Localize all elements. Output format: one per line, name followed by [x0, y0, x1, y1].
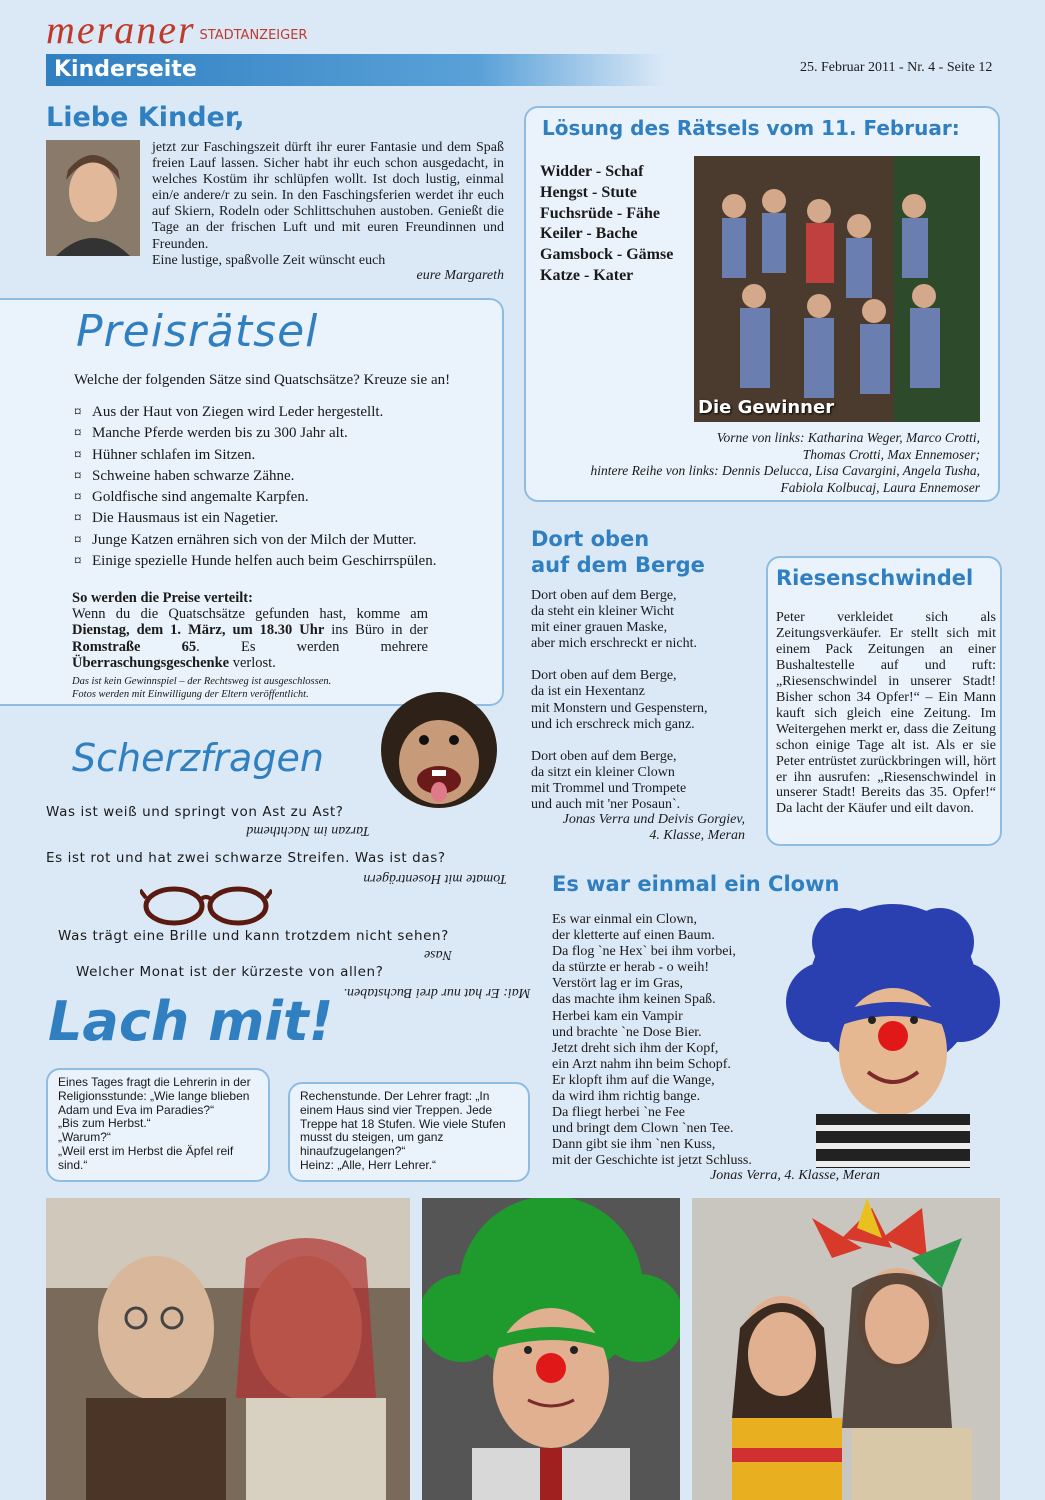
bullet-icon: ¤ [74, 446, 82, 463]
prize-gifts: Überraschungsgeschenke [72, 654, 230, 671]
disclaimer-line: Das ist kein Gewinnspiel – der Rechtsweg ist ausgeschlossen. [72, 676, 332, 687]
poem-line: da wird ihm richtig bange. [552, 1089, 701, 1105]
winners-photo [694, 156, 980, 422]
poem1-title-line: Dort oben [531, 527, 650, 551]
poem-line: Dann gibt sie ihm `nen Kuss, [552, 1137, 716, 1153]
prize-text: verlost. [229, 654, 276, 671]
poem-line: und bringt dem Clown `nen Tee. [552, 1121, 734, 1137]
chimp-image [372, 688, 506, 812]
intro-closing: Eine lustige, spaßvolle Zeit wünscht euch [152, 252, 386, 268]
masthead-logo: meraner [46, 7, 196, 52]
riddle-answer: Tarzan im Nachthemd [246, 823, 370, 838]
quiz-question: Welche der folgenden Sätze sind Quatschsätze? Kreuze sie an! [74, 372, 451, 388]
poem-line: Da flog `ne Hex` bei ihm vorbei, [552, 944, 736, 960]
solution-pair: Hengst - Stute [540, 183, 637, 201]
disclaimer [72, 676, 331, 701]
story-body: Peter verkleidet sich als Zeitungsverkäufer. Er stellt sich mit einem Pack Zeitungen an einer Bushaltestelle auf und ruft: „Riesenschwindel in unserer Stadt! Bisher schon 34 Opfer!“ – Ein Mann kauft sich gleich eine Zeitung. Im Weitergehen merkt er, dass die Zeitung schon einige Tage alt ist. Als er sie Peter entrüstet zurückbringen will, hört er ihn ausrufen: „Riesenschwindel in unserer Stadt! Bereits das 35. Opfer!“ Da lacht der Käufer und eilt davon. [776, 610, 996, 817]
caption-line: Fabiola Kolbucaj, Laura Ennemoser [780, 479, 980, 495]
bullet-icon: ¤ [74, 425, 82, 442]
quiz-item-text: Die Hausmaus ist ein Nagetier. [92, 510, 279, 527]
poem1-credit [531, 812, 745, 844]
masthead-subtitle: STADTANZEIGER [199, 28, 308, 43]
issue-info: 25. Februar 2011 - Nr. 4 - Seite 12 [800, 60, 993, 75]
witches-photo [46, 1198, 410, 1500]
quiz-item-text: Einige spezielle Hunde helfen auch beim Geschirrspülen. [92, 552, 437, 569]
joke-line: „Warum?“ [58, 1130, 111, 1145]
poem-line: mit Monstern und Gespenstern, [531, 700, 708, 716]
story-box [766, 556, 1002, 846]
prize-heading: So werden die Preise verteilt: [72, 590, 253, 606]
bullet-icon: ¤ [74, 467, 82, 484]
bullet-icon: ¤ [74, 510, 82, 527]
quiz-item-text: Junge Katzen ernähren sich von der Milch der Mutter. [92, 531, 417, 548]
poem-line: und auch mit 'ner Posaun`. [531, 797, 681, 813]
joke-line: „Bis zum Herbst.“ [58, 1116, 151, 1131]
poem-line: und brachte `ne Dose Bier. [552, 1024, 702, 1040]
joke-line: Heinz: „Alle, Herr Lehrer.“ [300, 1157, 437, 1172]
prize-text: ins Büro in der [324, 622, 428, 639]
solution-pair: Fuchsrüde - Fähe [540, 204, 660, 222]
laugh-title: Lach mit! [48, 990, 334, 1053]
quiz-item-text: Schweine haben schwarze Zähne. [92, 467, 295, 484]
joke-line: „Weil erst im Herbst die Äpfel reif sind.“ [58, 1143, 234, 1172]
riddle-question: Es ist rot und hat zwei schwarze Streifen. Was ist das? [46, 850, 446, 866]
quiz-item-text: Hühner schlafen im Sitzen. [92, 446, 256, 463]
glasses-icon [140, 880, 272, 926]
prize-text: Wenn du die Quatschsätze gefunden hast, komme am [72, 606, 428, 623]
masthead [46, 7, 446, 52]
prize-street: Romstraße 65 [72, 638, 197, 655]
quiz-item [74, 468, 494, 485]
riddle-answer: Nase [424, 947, 452, 962]
poem-line: Er klopft ihm auf die Wange, [552, 1072, 715, 1088]
author-photo [46, 140, 140, 256]
prize-info [72, 590, 428, 671]
quiz-item-text: Goldfische sind angemalte Karpfen. [92, 489, 309, 505]
poem-line: mit der Geschichte ist jetzt Schluss. [552, 1153, 752, 1169]
green-clown-photo [422, 1198, 680, 1500]
story-title: Riesenschwindel [776, 566, 974, 590]
riddle-question: Was ist weiß und springt von Ast zu Ast? [46, 804, 344, 820]
poem-line: aber mich erschreckt er nicht. [531, 636, 697, 652]
poem-line: Da fliegt herbei `ne Fee [552, 1105, 685, 1121]
caption-line: Vorne von links: Katharina Weger, Marco Crotti, [716, 430, 980, 445]
riddles-title: Scherzfragen [72, 736, 324, 780]
bullet-icon: ¤ [74, 552, 82, 569]
solution-pair: Keiler - Bache [540, 225, 638, 243]
poem-line: da stürzte er herab - o weih! [552, 960, 710, 976]
joke-line: Eines Tages fragt die Lehrerin in der Religionsstunde: „Wie lange blieben Adam und Eva im Paradies?“ [58, 1075, 251, 1117]
quiz-title: Preisrätsel [76, 306, 319, 357]
poem-line: mit einer grauen Maske, [531, 620, 668, 636]
poem1-body [531, 588, 751, 813]
quiz-item [74, 489, 494, 506]
credit-line: Jonas Verra und Deivis Gorgiev, [562, 812, 745, 827]
winners-photo-label: Die Gewinner [698, 397, 835, 418]
poem-line: der kletterte auf einen Baum. [552, 928, 715, 944]
poem-line: Verstört lag er im Gras, [552, 976, 684, 992]
joke-line: Rechenstunde. Der Lehrer fragt: „In einem Haus sind vier Treppen. Jede Treppe hat 18 Stufen. Wie viele Stufen musst du steigen, um ganz hinaufzugelangen?“ [300, 1089, 506, 1159]
poem1-title-line: auf dem Berge [531, 553, 705, 577]
poem-line: da ist ein Hexentanz [531, 684, 645, 700]
intro-signature: eure Margareth [416, 268, 504, 283]
poem-line: Jetzt dreht sich ihm der Kopf, [552, 1040, 719, 1056]
intro-text: jetzt zur Faschingszeit dürft ihr eurer Fantasie und dem Spaß freien Lauf lassen. Sicher habt ihr euch schon ausgedacht, in welches Kostüm ihr schlüpfen wollt. Ist doch lustig, einmal ein/e andere/r zu sein. In den Faschingsferien werdet ihr euch auf Skiern, Rodeln oder Schlittschuhen austoben. Genießt die Tage an der frischen Luft und mit euren Freundinnen und Freunden. [152, 140, 504, 252]
clown-photo [786, 902, 1000, 1168]
solution-pairs [540, 162, 673, 287]
section-title: Kinderseite [54, 57, 197, 82]
riddle-question: Was trägt eine Brille und kann trotzdem nicht sehen? [58, 928, 449, 944]
joke-box-2 [288, 1082, 530, 1182]
caption-line: hintere Reihe von links: Dennis Delucca, Lisa Cavargini, Angela Tusha, [590, 463, 980, 478]
poem1-title [531, 526, 705, 578]
quiz-item [74, 404, 494, 421]
poem-line: mit Trommel und Trompete [531, 780, 687, 796]
bullet-icon: ¤ [74, 489, 82, 505]
quiz-item [74, 425, 494, 442]
intro-body [152, 140, 504, 269]
riddle-question: Welcher Monat ist der kürzeste von allen? [76, 964, 384, 980]
quiz-item-text: Manche Pferde werden bis zu 300 Jahr alt. [92, 425, 348, 442]
poem2-title: Es war einmal ein Clown [552, 872, 840, 896]
quiz-box [0, 298, 504, 706]
solution-box [524, 106, 1000, 502]
solution-pair: Katze - Kater [540, 266, 634, 284]
intro-title: Liebe Kinder, [46, 102, 245, 133]
poem-line: Es war einmal ein Clown, [552, 912, 698, 927]
solution-pair: Gamsbock - Gämse [540, 246, 674, 264]
poem2-body [552, 912, 792, 1170]
poem-line: Dort oben auf dem Berge, [531, 588, 677, 603]
poem-line: da steht ein kleiner Wicht [531, 604, 675, 620]
quiz-item-text: Aus der Haut von Ziegen wird Leder hergestellt. [92, 404, 384, 420]
credit-line: 4. Klasse, Meran [649, 828, 745, 844]
poem-line: ein Arzt nahm ihn beim Schopf. [552, 1056, 731, 1072]
quiz-item [74, 553, 494, 570]
poem-line: Dort oben auf dem Berge, [531, 668, 677, 684]
prize-text: . Es werden mehrere [196, 638, 428, 655]
quiz-item [74, 447, 494, 464]
poem-line: Dort oben auf dem Berge, [531, 748, 677, 764]
quiz-item [74, 532, 494, 549]
bullet-icon: ¤ [74, 531, 82, 548]
winners-caption [530, 430, 980, 496]
riddle-answer: Mai: Er hat nur drei Buchstaben. [343, 985, 531, 1000]
disclaimer-line: Fotos werden mit Einwilligung der Eltern veröffentlicht. [72, 688, 309, 700]
poem-line: Herbei kam ein Vampir [552, 1008, 683, 1024]
poem-line: das machte ihm keinen Spaß. [552, 992, 716, 1008]
solution-title: Lösung des Rätsels vom 11. Februar: [542, 116, 960, 140]
section-bar [46, 54, 666, 86]
riddle-answer: Tomate mit Hosenträgern [363, 871, 507, 886]
solution-pair: Widder - Schaf [540, 163, 644, 180]
bullet-icon: ¤ [74, 404, 82, 420]
poem-line: und ich erschreck mich ganz. [531, 716, 695, 732]
joke-box-1 [46, 1068, 270, 1182]
caption-line: Thomas Crotti, Max Ennemoser; [802, 446, 980, 462]
quiz-list [74, 404, 494, 574]
poem2-credit: Jonas Verra, 4. Klasse, Meran [710, 1168, 880, 1183]
prize-date: Dienstag, dem 1. März, um 18.30 Uhr [72, 622, 325, 639]
indians-photo [692, 1198, 1000, 1500]
poem-line: da sitzt ein kleiner Clown [531, 764, 675, 780]
quiz-item [74, 510, 494, 527]
